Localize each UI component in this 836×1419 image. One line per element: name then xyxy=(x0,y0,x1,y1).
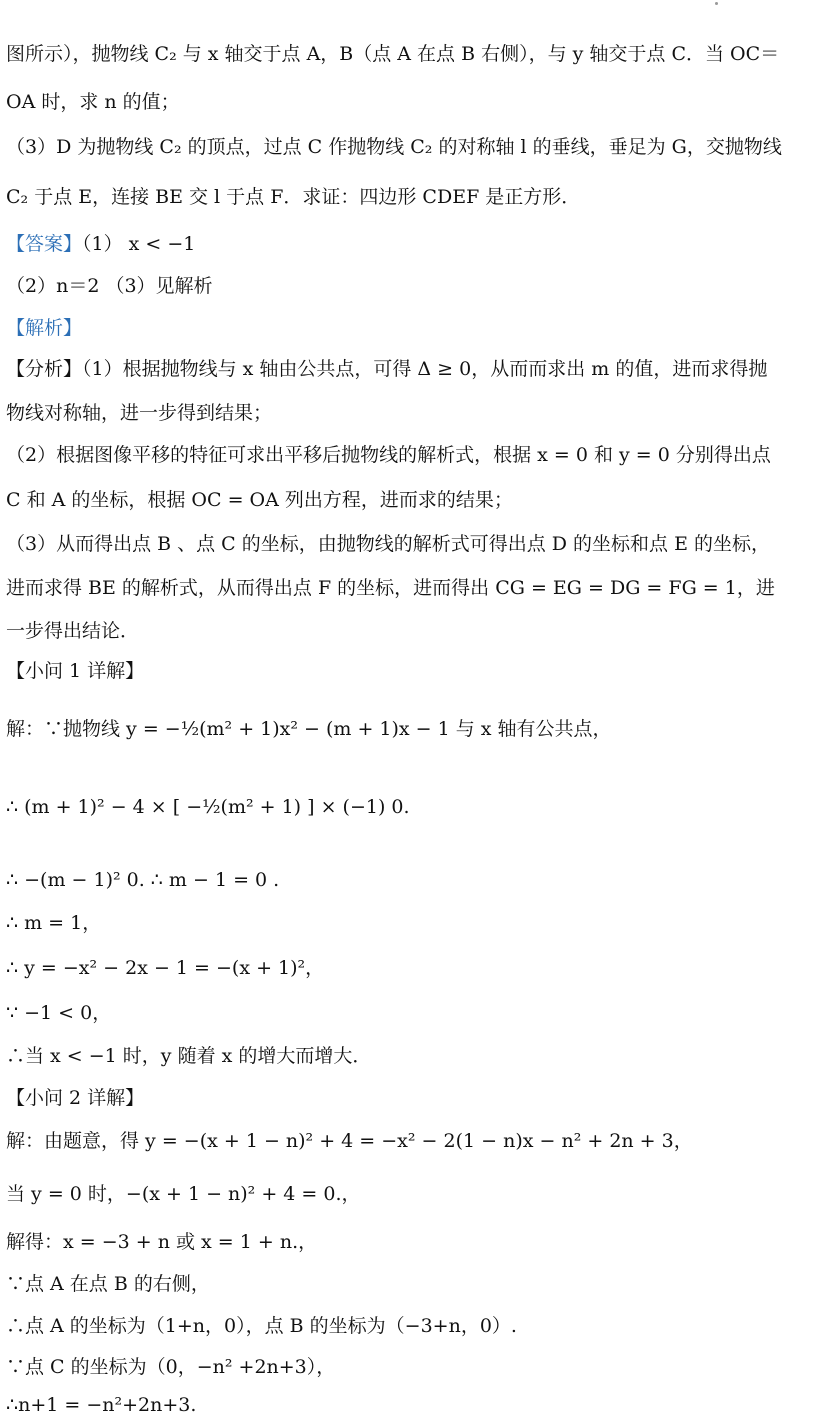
analysis-line-2: 物线对称轴，进一步得到结果； xyxy=(6,402,273,424)
q1-line-1: 解：∵抛物线 y = −½(m² + 1)x² − (m + 1)x − 1 与 x 轴有公共点， xyxy=(6,718,612,740)
q1-line-4: ∴ m = 1， xyxy=(6,912,102,934)
q1-line-7: ∴当 x < −1 时，y 随着 x 的增大而增大． xyxy=(6,1045,372,1067)
speck-mark xyxy=(715,2,718,5)
q1-line-5: ∴ y = −x² − 2x − 1 = −(x + 1)²， xyxy=(6,957,325,979)
analysis-line-1: 【分析】（1）根据抛物线与 x 轴由公共点，可得 Δ ≥ 0，从而而求出 m 的值，进而求得抛 xyxy=(6,358,768,380)
analysis-line-6: 进而求得 BE 的解析式，从而得出点 F 的坐标，进而得出 CG = EG = DG = FG = 1，进 xyxy=(6,577,775,599)
q2-line-2: 当 y = 0 时，−(x + 1 − n)² + 4 = 0.， xyxy=(6,1183,361,1205)
text-line-4: C₂ 于点 E，连接 BE 交 l 于点 F．求证：四边形 CDEF 是正方形． xyxy=(6,186,581,208)
q1-line-6: ∵ −1 < 0， xyxy=(6,1002,112,1024)
q2-line-6: ∵点 C 的坐标为（0，−n² +2n+3）， xyxy=(6,1356,336,1378)
analysis-line-4: C 和 A 的坐标，根据 OC = OA 列出方程，进而求的结果； xyxy=(6,489,513,511)
answer-line xyxy=(6,230,830,258)
q2-line-1: 解：由题意，得 y = −(x + 1 − n)² + 4 = −x² − 2(1 − n)x − n² + 2n + 3， xyxy=(6,1130,693,1152)
section-q2-title: 【小问 2 详解】 xyxy=(6,1087,145,1109)
analysis-tag: 【解析】 xyxy=(6,317,83,339)
q2-line-7: ∴n+1 = −n²+2n+3. xyxy=(6,1394,197,1416)
answer-line-2: （2）n＝2 （3）见解析 xyxy=(6,275,213,297)
analysis-line-5: （3）从而得出点 B 、点 C 的坐标，由抛物线的解析式可得出点 D 的坐标和点 E 的坐标， xyxy=(6,533,771,555)
q1-line-3: ∴ −(m − 1)² 0. ∴ m − 1 = 0 . xyxy=(6,869,280,891)
q1-line-2: ∴ (m + 1)² − 4 × [ −½(m² + 1) ] × (−1) 0. xyxy=(6,796,410,818)
q2-line-4: ∵点 A 在点 B 的右侧， xyxy=(6,1273,210,1295)
analysis-line-7: 一步得出结论． xyxy=(6,620,140,642)
q2-line-5: ∴点 A 的坐标为（1+n，0），点 B 的坐标为（−3+n，0）. xyxy=(6,1315,517,1337)
answer-tag: 【答案】 xyxy=(6,233,83,255)
answer-text: （1） x < −1 xyxy=(82,233,196,255)
section-q1-title: 【小问 1 详解】 xyxy=(6,660,145,682)
text-line-2: OA 时，求 n 的值； xyxy=(6,91,180,113)
text-line-1: 图所示），抛物线 C₂ 与 x 轴交于点 A，B（点 A 在点 B 右侧），与 y 轴交于点 C．当 OC＝ xyxy=(6,43,780,65)
text-line-3: （3）D 为抛物线 C₂ 的顶点，过点 C 作抛物线 C₂ 的对称轴 l 的垂线，垂足为 G，交抛物线 xyxy=(6,136,782,158)
analysis-line-3: （2）根据图像平移的特征可求出平移后抛物线的解析式，根据 x = 0 和 y = 0 分别得出点 xyxy=(6,444,771,466)
q2-line-3: 解得：x = −3 + n 或 x = 1 + n.， xyxy=(6,1231,318,1253)
